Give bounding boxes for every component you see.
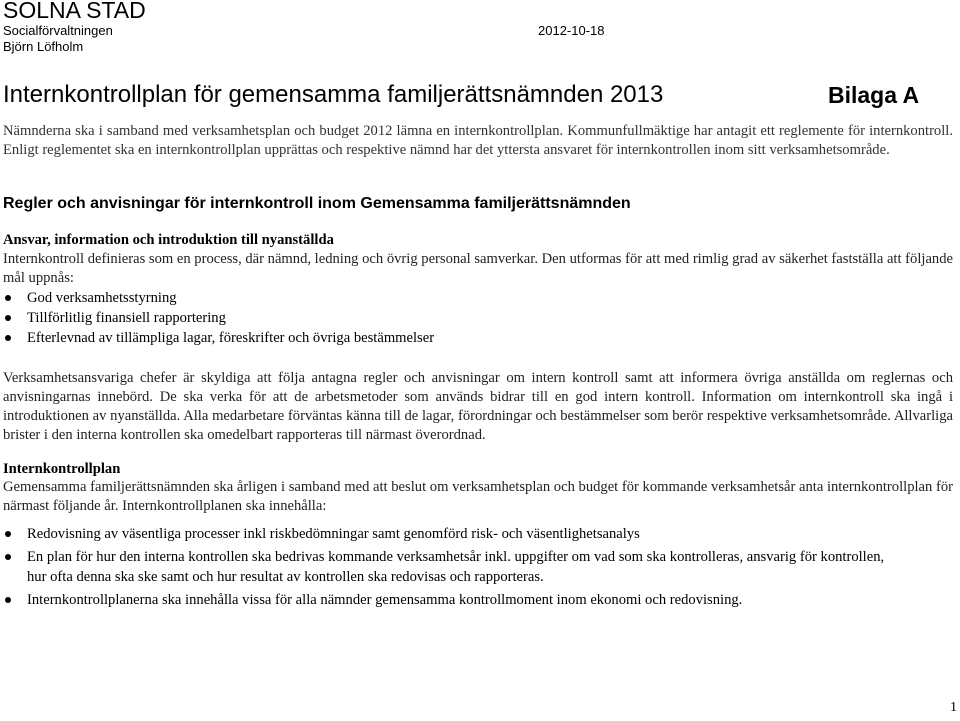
- list-item: Tillförlitlig finansiell rapportering: [0, 308, 940, 328]
- plan-paragraph: Gemensamma familjerättsnämnden ska årligen i samband med att beslut om verksamhetsplan och budget för kommande verksamhetsår anta internkontrollplan för närmast följande år. Internkontrollplanen ska innehålla:: [3, 479, 953, 514]
- author-name: Björn Löfholm: [3, 39, 84, 54]
- list-item: En plan för hur den interna kontrollen ska bedrivas kommande verksamhetsår inkl. uppgifter om vad som ska kontrolleras, ansvarig för kontrollen, hur ofta denna ska ske samt och hur resultat av kontrollen ska redovisas och rapporteras.: [0, 547, 900, 587]
- subsection-heading-plan: Internkontrollplan: [3, 461, 121, 477]
- list-item: Efterlevnad av tillämpliga lagar, föreskrifter och övriga bestämmelser: [0, 328, 940, 348]
- list-item: Internkontrollplanerna ska innehålla vissa för alla nämnder gemensamma kontrollmoment inom ekonomi och redovisning.: [0, 590, 900, 610]
- appendix-label: Bilaga A: [828, 82, 920, 108]
- organization-name: SOLNA STAD: [3, 0, 146, 23]
- intro-paragraph: Nämnderna ska i samband med verksamhetsplan och budget 2012 lämna en internkontrollplan. Kommunfullmäktige har antagit ett reglemente för internkontroll. Enligt reglementet ska en internkontrollplan upprättas och respektive nämnd har det yttersta ansvaret för internkontrollen inom sitt verksamhetsområde.: [3, 123, 953, 158]
- list-item: Redovisning av väsentliga processer inkl riskbedömningar samt genomförd risk- och väsentlighetsanalys: [0, 524, 900, 544]
- plan-contents-list: [0, 524, 900, 613]
- list-item: God verksamhetsstyrning: [0, 288, 940, 308]
- document-title: Internkontrollplan för gemensamma familjerättsnämnden 2013: [3, 81, 664, 108]
- subsection-heading-responsibility: Ansvar, information och introduktion till nyanställda: [3, 232, 334, 248]
- goals-list: [0, 288, 940, 348]
- definition-paragraph: Internkontroll definieras som en process, där nämnd, ledning och övrig personal samverkar. Den utformas för att med rimlig grad av säkerhet fastställa att följande mål uppnås:: [3, 251, 953, 286]
- department-name: Socialförvaltningen: [3, 23, 113, 38]
- responsibility-paragraph: Verksamhetsansvariga chefer är skyldiga att följa antagna regler och anvisningar om intern kontroll samt att informera övriga anställda om reglernas och anvisningarnas innebörd. De ska verka för att de arbetsmetoder som används bidrar till en god intern kontroll. Information om internkontroll ska ingå i introduktionen av nyanställda. Alla medarbetare förväntas känna till de lagar, förordningar och bestämmelser som berör respektive verksamhetsområde. Allvarliga brister i den interna kontrollen ska omedelbart rapporteras till närmast överordnad.: [3, 370, 953, 443]
- document-date: 2012-10-18: [538, 23, 605, 38]
- section-heading: Regler och anvisningar för internkontroll inom Gemensamma familjerättsnämnden: [3, 195, 631, 212]
- page-number: 1: [950, 700, 957, 715]
